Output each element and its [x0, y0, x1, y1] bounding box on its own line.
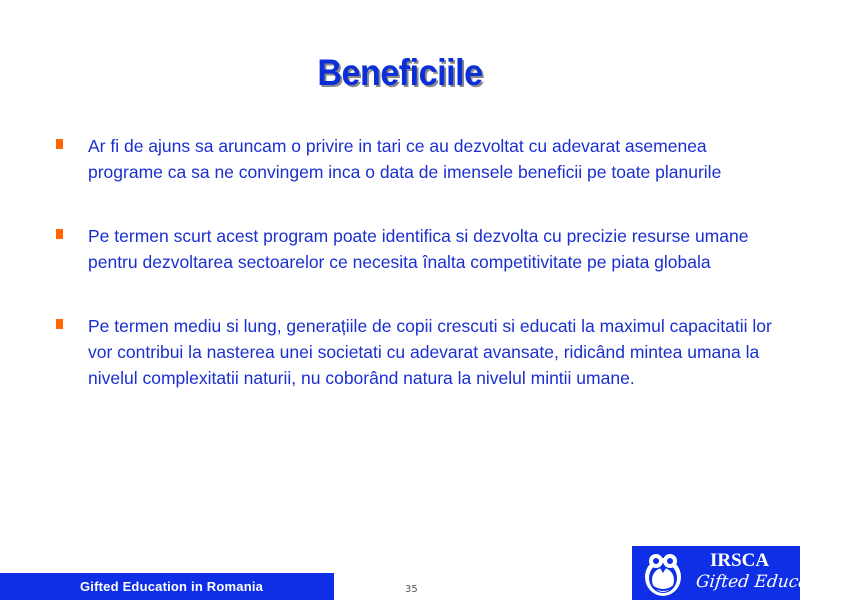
list-item — [52, 133, 772, 185]
footer-text: Gifted Education in Romania — [80, 579, 264, 594]
bullet-marker-icon — [56, 229, 63, 239]
bullet-marker-icon — [56, 319, 63, 329]
logo-name: IRSCA — [710, 550, 770, 571]
logo-tagline: Gifted Education — [694, 572, 843, 592]
bullet-marker-icon — [56, 139, 63, 149]
bullet-list — [52, 133, 772, 391]
page-number: 35 — [405, 584, 418, 595]
list-item — [52, 223, 772, 275]
logo — [632, 546, 843, 600]
owl-icon — [638, 548, 688, 598]
list-item — [52, 313, 772, 391]
bullet-text: Pe termen mediu si lung, generațiile de copii crescuti si educati la maximul capacitatii lor vor contribui la nasterea unei societati cu adevarat avansate, ridicând mintea umana la nivelul complexitatii naturii, nu coborând natura la nivelul mintii umane. — [88, 316, 772, 388]
bullet-text: Ar fi de ajuns sa aruncam o privire in tari ce au dezvoltat cu adevarat asemenea programe ca sa ne convingem inca o data de imensele beneficii pe toate planurile — [88, 136, 722, 182]
bullet-text: Pe termen scurt acest program poate identifica si dezvolta cu precizie resurse umane pentru dezvoltarea sectoarelor ce necesita înalta competitivitate pe piata globala — [88, 226, 749, 272]
slide-title: Beneficiile — [317, 52, 483, 93]
